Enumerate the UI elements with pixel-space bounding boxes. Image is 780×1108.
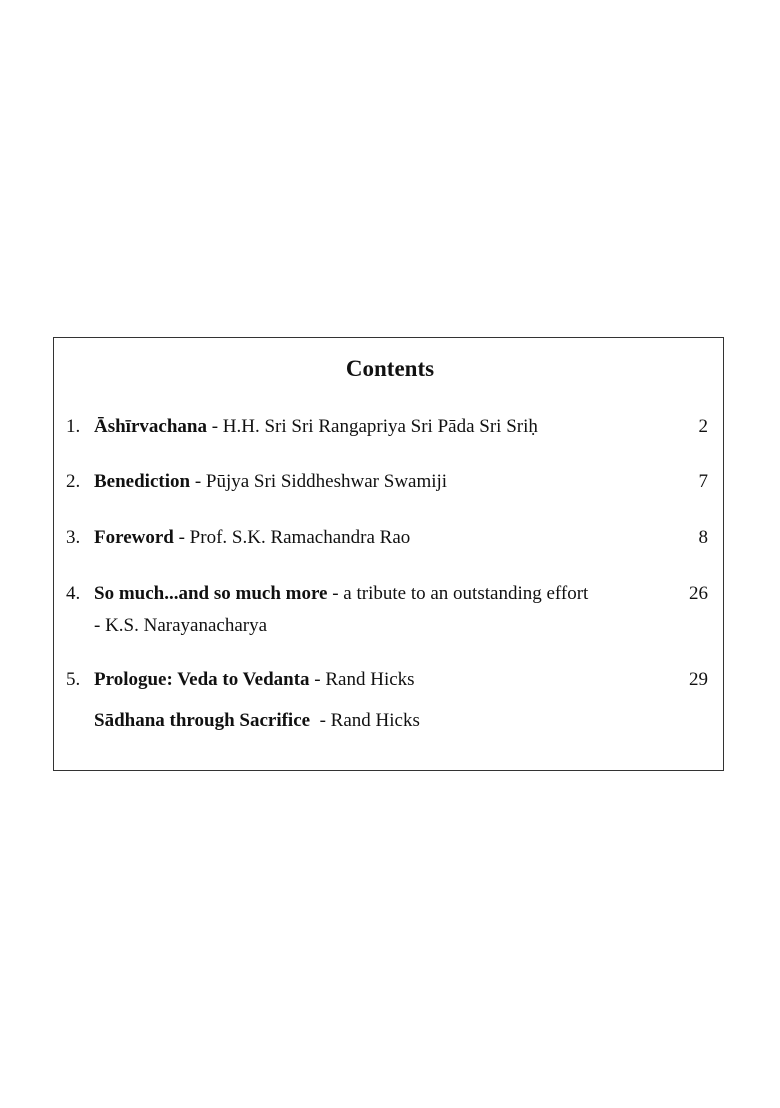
entry-page: 29 (689, 669, 708, 690)
entry-page: 2 (698, 416, 708, 437)
entry-title: Prologue: Veda to Vedanta (94, 669, 310, 690)
entry-title: Sādhana through Sacrifice (94, 710, 311, 731)
entry-author: - a tribute to an outstanding effort (327, 583, 589, 604)
entry-author: - Rand Hicks (309, 669, 415, 690)
entry-title: Foreword (94, 527, 174, 548)
entry-author-continued: - K.S. Narayanacharya (94, 615, 268, 636)
entry-number: 2. (66, 471, 81, 492)
toc-entry[interactable] (66, 471, 708, 493)
entry-author: - Pūjya Sri Siddheshwar Swamiji (190, 471, 448, 492)
toc-entry[interactable] (66, 583, 708, 605)
entry-title: So much...and so much more (94, 583, 328, 604)
toc-entry[interactable] (66, 416, 708, 438)
entry-author: - H.H. Sri Sri Rangapriya Sri Pāda Sri Sriḥ (206, 416, 538, 437)
entry-number: 4. (66, 583, 81, 604)
entry-title: Āshīrvachana (94, 416, 207, 437)
entry-author: - Rand Hicks (310, 710, 420, 731)
entry-number: 5. (66, 669, 81, 690)
page-title: Contents (345, 356, 435, 381)
entry-number: 3. (66, 527, 81, 548)
entry-title: Benediction (94, 471, 191, 492)
entry-page: 7 (698, 471, 708, 492)
toc-entry[interactable] (66, 710, 708, 732)
toc-entry[interactable] (66, 669, 708, 691)
contents-box (53, 337, 724, 771)
entry-page: 8 (698, 527, 708, 548)
toc-entry[interactable] (66, 527, 708, 549)
entry-page: 26 (689, 583, 708, 604)
entry-number: 1. (66, 416, 81, 437)
entry-author: - Prof. S.K. Ramachandra Rao (173, 527, 411, 548)
